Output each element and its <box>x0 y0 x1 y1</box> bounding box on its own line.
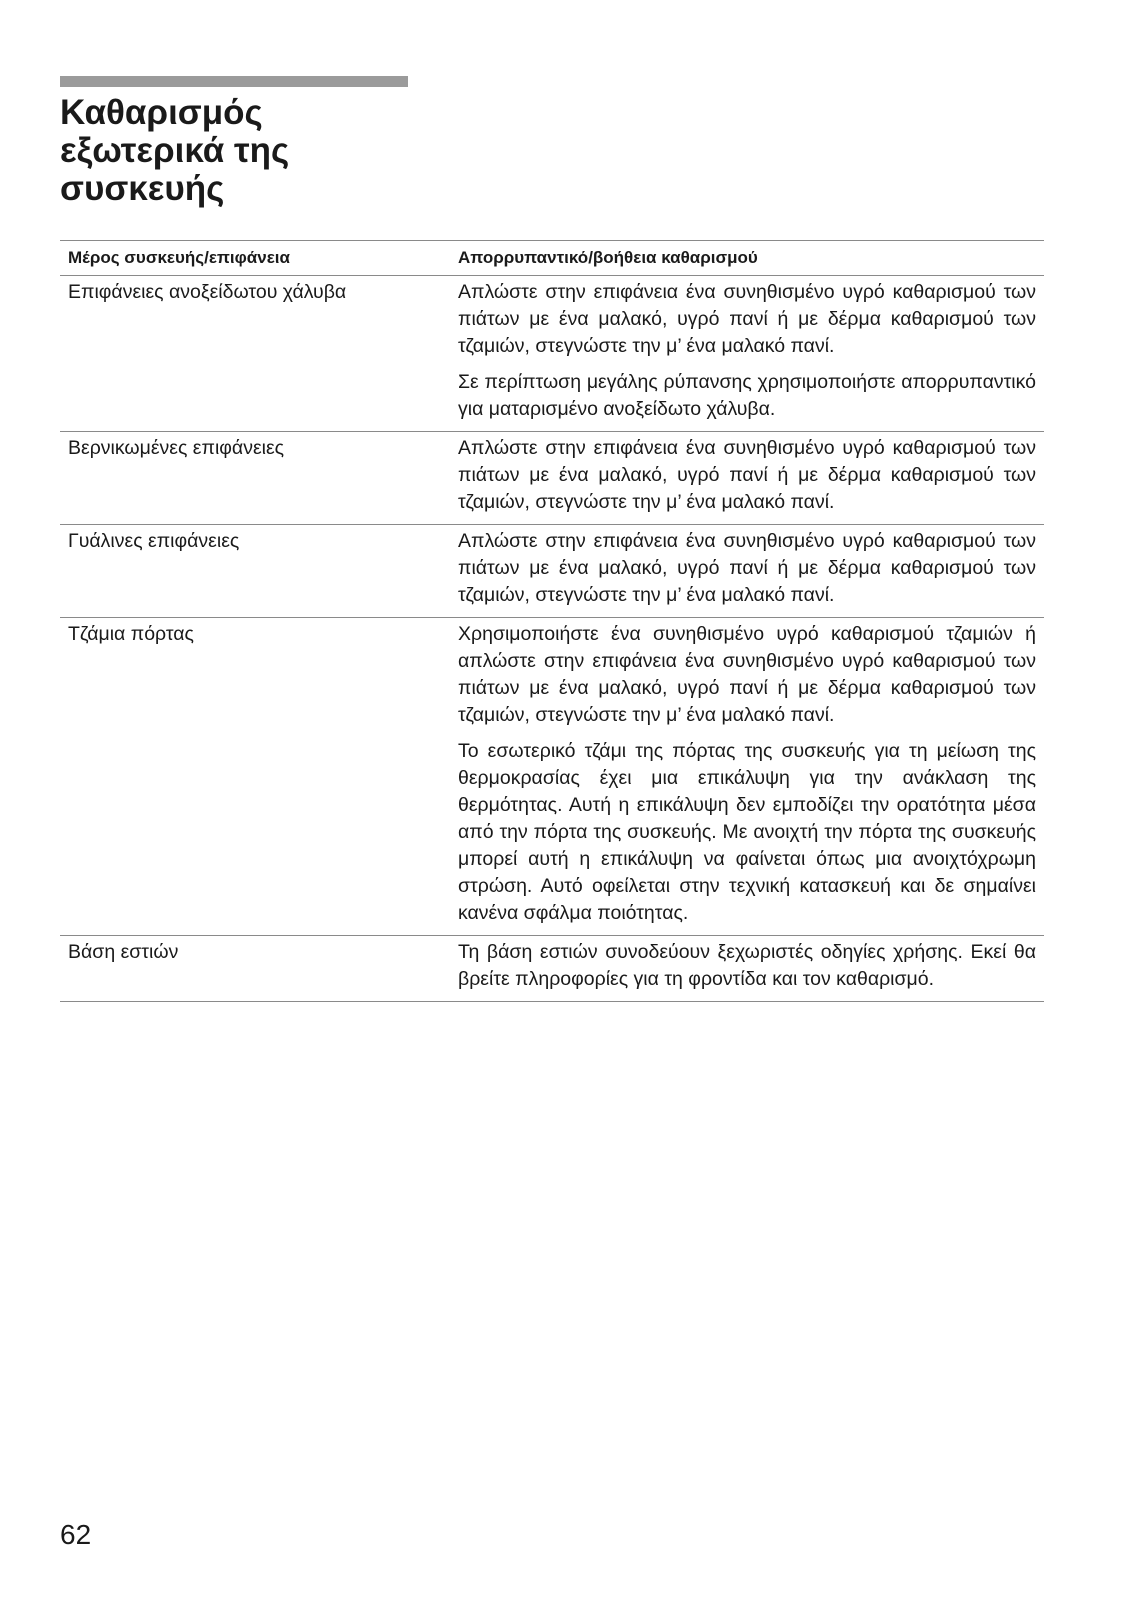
method-paragraph: Σε περίπτωση μεγάλης ρύπανσης χρησιμοποιήστε απορρυπαντικό για ματαρισμένο ανοξείδωτο χάλυβα. <box>458 371 1036 420</box>
page-title <box>60 94 460 208</box>
row-part: Επιφάνειες ανοξείδωτου χάλυβα <box>60 276 450 432</box>
row-method <box>450 618 1044 936</box>
table-row <box>60 276 1044 432</box>
table-row <box>60 432 1044 525</box>
page-title-line: Καθαρισμός <box>60 93 263 132</box>
row-part: Βάση εστιών <box>60 936 450 1002</box>
cleaning-table <box>60 240 1044 1002</box>
section-header-rule <box>60 76 408 87</box>
row-part: Βερνικωμένες επιφάνειες <box>60 432 450 525</box>
row-method <box>450 276 1044 432</box>
header-part: Μέρος συσκευής/επιφάνεια <box>60 241 450 276</box>
table-row <box>60 525 1044 618</box>
row-part: Γυάλινες επιφάνειες <box>60 525 450 618</box>
method-paragraph: Τη βάση εστιών συνοδεύουν ξεχωριστές οδηγίες χρήσης. Εκεί θα βρείτε πληροφορίες για τη φροντίδα και τον καθαρισμό. <box>458 941 1036 990</box>
method-paragraph: Το εσωτερικό τζάμι της πόρτας της συσκευής για τη μείωση της θερμοκρασίας έχει μια επικάλυψη για την ανάκλαση της θερμότητας. Αυτή η επικάλυψη δεν εμποδίζει την ορατότητα μέσα από την πόρτα της συσκευής. Με ανοιχτή την πόρτα της συσκευής μπορεί αυτή η επικάλυψη να φαίνεται όπως μια ανοιχτόχρωμη στρώση. Αυτό οφείλεται στην τεχνική κατασκευή και δε σημαίνει κανένα σφάλμα ποιότητας. <box>458 740 1036 924</box>
method-paragraph: Απλώστε στην επιφάνεια ένα συνηθισμένο υγρό καθαρισμού των πιάτων με ένα μαλακό, υγρό πανί ή με δέρμα καθαρισμού των τζαμιών, στεγνώστε την μ’ ένα μαλακό πανί. <box>458 281 1036 357</box>
row-method <box>450 525 1044 618</box>
row-part: Τζάμια πόρτας <box>60 618 450 936</box>
method-paragraph: Απλώστε στην επιφάνεια ένα συνηθισμένο υγρό καθαρισμού των πιάτων με ένα μαλακό, υγρό πανί ή με δέρμα καθαρισμού των τζαμιών, στεγνώστε την μ’ ένα μαλακό πανί. <box>458 530 1036 606</box>
page-title-line: συσκευής <box>60 169 225 208</box>
row-method <box>450 936 1044 1002</box>
method-paragraph: Απλώστε στην επιφάνεια ένα συνηθισμένο υγρό καθαρισμού των πιάτων με ένα μαλακό, υγρό πανί ή με δέρμα καθαρισμού των τζαμιών, στεγνώστε την μ’ ένα μαλακό πανί. <box>458 437 1036 513</box>
header-method: Απορρυπαντικό/βοήθεια καθαρισμού <box>450 241 1044 276</box>
table-row <box>60 618 1044 936</box>
table-header-row <box>60 241 1044 276</box>
method-paragraph: Χρησιμοποιήστε ένα συνηθισμένο υγρό καθαρισμού τζαμιών ή απλώστε στην επιφάνεια ένα συνηθισμένο υγρό καθαρισμού των πιάτων με ένα μαλακό, υγρό πανί ή με δέρμα καθαρισμού των τζαμιών, στεγνώστε την μ’ ένα μαλακό πανί. <box>458 623 1036 726</box>
page-title-line: εξωτερικά της <box>60 131 290 170</box>
table-row <box>60 936 1044 1002</box>
page-number: 62 <box>60 1519 92 1550</box>
row-method <box>450 432 1044 525</box>
